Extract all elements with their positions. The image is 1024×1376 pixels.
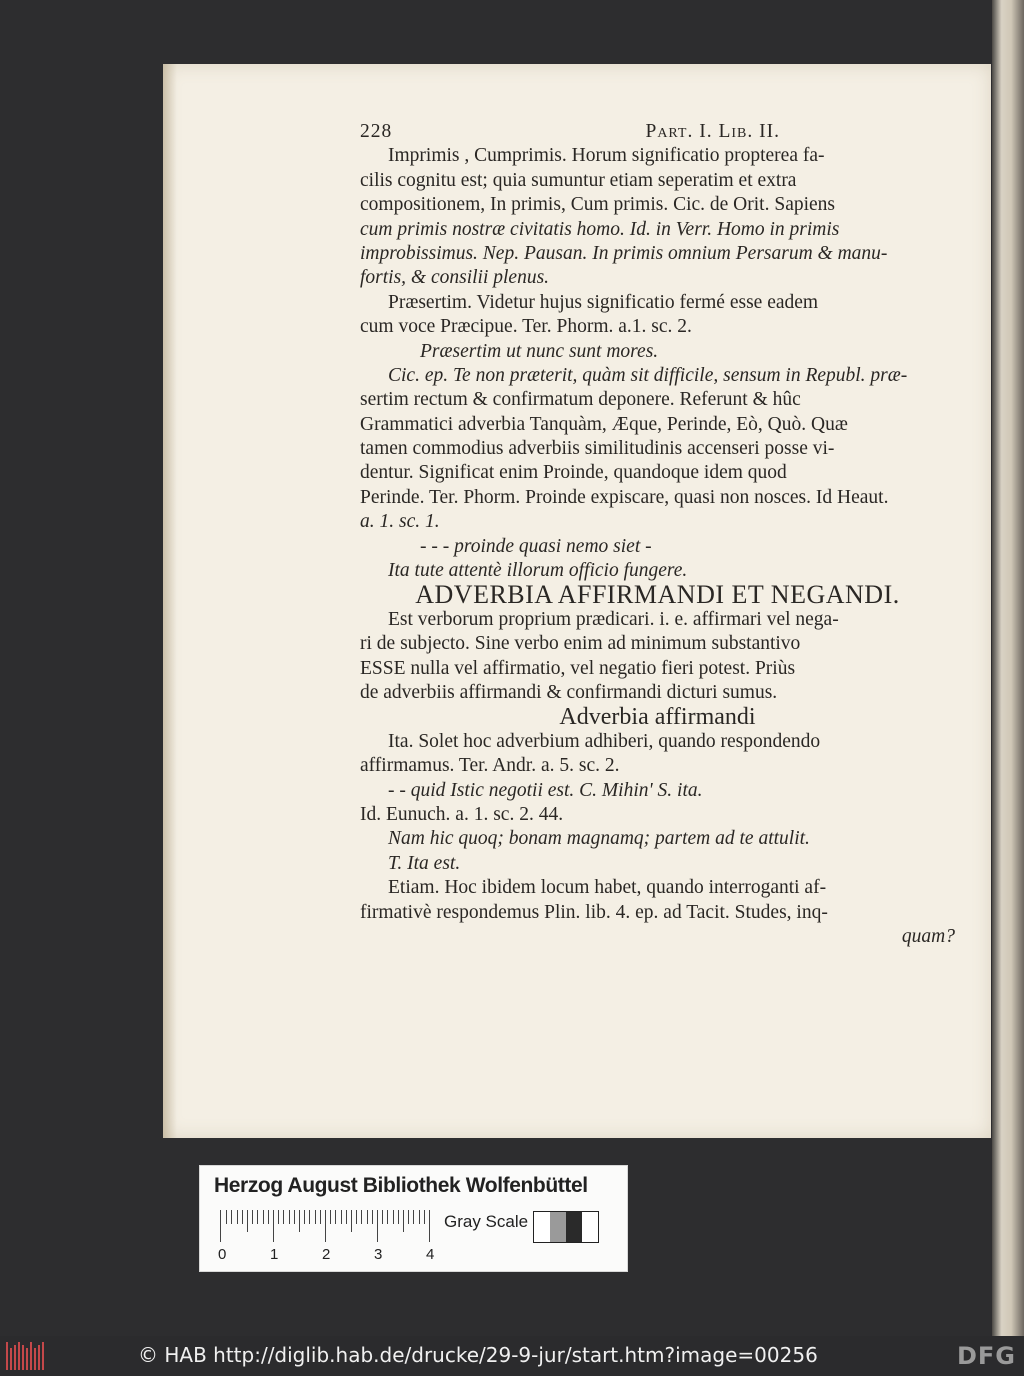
text-line: tamen commodius adverbiis similitudinis accenseri posse vi- [360,438,835,460]
ruler-tick [247,1210,248,1232]
page-number: 228 [360,121,393,142]
ruler-tick [309,1210,310,1224]
institution-name: Herzog August Bibliothek Wolfenbüttel [214,1174,588,1197]
text-line: improbissimus. Nep. Pausan. In primis omnium Persarum & manu- [360,242,888,264]
ruler-tick [320,1210,321,1224]
ruler-tick [387,1210,388,1224]
dfg-logo: DFG [956,1342,1016,1370]
ruler-tick [346,1210,347,1224]
ruler-number: 4 [426,1246,435,1263]
barcode-bar [30,1342,32,1370]
viewer-footer [0,1336,1024,1376]
gray-scale-swatches [533,1211,599,1243]
text-line: Imprimis , Cumprimis. Horum significatio propterea fa- [388,145,825,167]
adjacent-page-edge [992,0,1024,1336]
gray-swatch [550,1212,566,1242]
text-line: compositionem, In primis, Cum primis. Cic. de Orit. Sapiens [360,194,836,216]
text-line: Est verborum proprium prædicari. i. e. affirmari vel nega- [388,608,839,630]
ruler-tick [341,1210,342,1224]
barcode-bar [34,1348,36,1370]
text-line: cum voce Præcipue. Ter. Phorm. a.1. sc. 2. [360,316,692,338]
color-scale-card [199,1165,628,1272]
ruler-tick [413,1210,414,1224]
text-line: de adverbiis affirmandi & confirmandi dicturi sumus. [360,681,778,703]
text-line: Præsertim. Videtur hujus significatio fermé esse eadem [388,291,819,313]
text-line: Ita. Solet hoc adverbium adhiberi, quando respondendo [388,730,821,752]
barcode-icon [6,1342,46,1370]
ruler-number: 0 [218,1246,227,1263]
ruler-number: 2 [322,1246,331,1263]
running-header [360,120,780,144]
page-text [360,120,955,949]
ruler-number: 1 [270,1246,279,1263]
page-gutter-shadow [163,64,177,1138]
ruler-tick [252,1210,253,1224]
ruler-tick [257,1210,258,1224]
ruler-tick [356,1210,357,1224]
ruler-tick [330,1210,331,1224]
ruler-tick [268,1210,269,1224]
ruler-tick [294,1210,295,1224]
barcode-bar [18,1342,20,1370]
text-line: fortis, & consilii plenus. [360,267,550,289]
text-line: Grammatici adverbia Tanquàm, Æque, Perinde, Eò, Quò. Quæ [360,413,848,435]
quote-line: Præsertim ut nunc sunt mores. [420,340,659,362]
catchword: quam? [901,925,955,947]
ruler-tick [429,1210,430,1242]
ruler-tick [289,1210,290,1224]
ruler-tick [419,1210,420,1224]
text-line: Etiam. Hoc ibidem locum habet, quando interroganti af- [388,877,827,899]
ruler-tick [351,1210,352,1232]
ruler-tick [398,1210,399,1224]
quote-line: T. Ita est. [388,852,461,874]
text-line: affirmamus. Ter. Andr. a. 5. sc. 2. [360,755,620,777]
barcode-bar [38,1345,40,1370]
copyright-link[interactable]: © HAB http://diglib.hab.de/drucke/29-9-jur/start.htm?image=00256 [138,1343,818,1367]
barcode-bar [14,1345,16,1370]
barcode-bar [10,1348,12,1370]
ruler-tick [299,1210,300,1232]
section-heading: ADVERBIA AFFIRMANDI ET NEGANDI. [415,583,900,608]
ruler-tick [283,1210,284,1224]
ruler-tick [361,1210,362,1224]
ruler-tick [325,1210,326,1242]
ruler-tick [231,1210,232,1224]
text-line: dentur. Significat enim Proinde, quandoque idem quod [360,462,787,484]
barcode-bar [26,1348,28,1370]
text-line: sertim rectum & confirmatum deponere. Referunt & hûc [360,389,801,411]
gray-swatch [582,1212,598,1242]
ruler-tick [403,1210,404,1232]
subsection-heading: Adverbia affirmandi [559,705,756,730]
text-line: ri de subjecto. Sine verbo enim ad minimum substantivo [360,633,801,655]
gray-swatch [534,1212,550,1242]
ruler-tick [393,1210,394,1224]
running-title: Part. I. Lib. II. [645,121,780,142]
ruler-tick [408,1210,409,1224]
text-line: ESSE nulla vel affirmatio, vel negatio fieri potest. Priùs [360,657,796,679]
text-line: firmativè respondemus Plin. lib. 4. ep. ad Tacit. Studes, inq- [360,901,828,923]
quote-line: Ita tute attentè illorum officio fungere. [388,560,688,582]
text-line: cilis cognitu est; quia sumuntur etiam seperatim et extra [360,169,797,191]
text-line: a. 1. sc. 1. [360,511,440,533]
ruler-tick [237,1210,238,1224]
barcode-bar [22,1345,24,1370]
ruler-tick [278,1210,279,1224]
ruler-tick [382,1210,383,1224]
ruler-tick [304,1210,305,1224]
text-line: Perinde. Ter. Phorm. Proinde expiscare, quasi non nosces. Id Heaut. [360,486,889,508]
quote-line: Nam hic quoq; bonam magnamq; partem ad te attulit. [388,828,810,850]
barcode-bar [42,1342,44,1370]
ruler-tick [335,1210,336,1224]
ruler-tick [263,1210,264,1224]
gray-swatch [566,1212,582,1242]
text-line: cum primis nostræ civitatis homo. Id. in Verr. Homo in primis [360,218,840,240]
ruler-tick [367,1210,368,1224]
ruler-tick [424,1210,425,1224]
text-line: Cic. ep. Te non præterit, quàm sit difficile, sensum in Republ. præ- [388,364,908,386]
quote-line: - - - proinde quasi nemo siet - [420,535,652,557]
ruler-tick [377,1210,378,1242]
ruler-tick [372,1210,373,1224]
barcode-bar [6,1342,8,1370]
quote-line: - - quid Istic negotii est. C. Mihin' S. ita. [388,779,703,801]
ruler-tick [226,1210,227,1224]
ruler-tick [242,1210,243,1224]
measurement-ruler [220,1210,441,1242]
ruler-number: 3 [374,1246,383,1263]
ruler-tick [315,1210,316,1224]
gray-scale-label: Gray Scale [444,1212,529,1231]
ruler-tick [273,1210,274,1242]
text-line: Id. Eunuch. a. 1. sc. 2. 44. [360,803,564,825]
